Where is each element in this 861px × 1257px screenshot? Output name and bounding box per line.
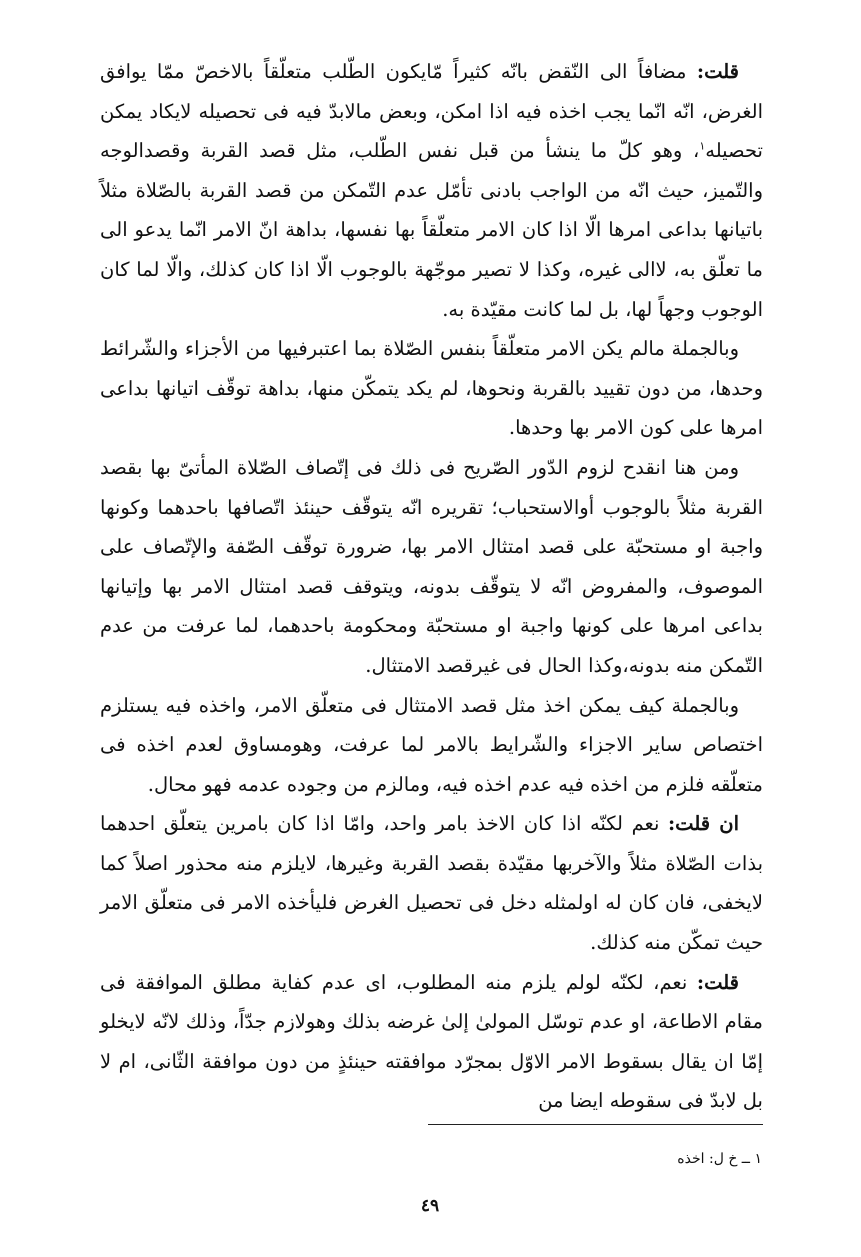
paragraph-text: ومن هنا انقدح لزوم الدّور الصّريح فى ذلك فى إتّصاف الصّلاة المأتىّ بها بقصد القربة مثلاً بالوجوب أوالاستحباب؛ تقريره انّه يتوقّف حينئذ اتّصافها باحدهما وكونها واجبة او مستحبّة على قصد امتثال الامر بها، ضرورة توقّف الصّفة والإتّصاف على الموصوف، والمفروض انّه لا يتوقّف بدونه، ويتوقف قصد امتثال الامر بها وإتيانها بداعى امرها على كونها واجبة او مستحبّة ومحكومة باحدهما، لما عرفت من عدم التّمكن منه بدونه،وكذا الحال فى غيرقصد الامتثال. [100,455,763,677]
paragraph-text: وبالجملة كيف يمكن اخذ مثل قصد الامتثال فى متعلّق الامر، واخذه فيه يستلزم اختصاص ساير الاجزاء والشّرايط بالامر لما عرفت، وهومساوق لعدم اخذه فى متعلّقه فلزم من اخذه فيه عدم اخذه فيه، ومالزم من وجوده عدمه فهو محال. [100,693,763,796]
paragraph-text-tail: ، وهو كلّ ما ينشأ من قبل نفس الطّلب، مثل قصد القربة وقصدالوجه والتّميز، حيث انّه من الواجب بادنى تأمّل عدم التّمكن من قصد القربة بالصّلاة مثلاً باتيانها بداعى امرها الّا اذا كان الامر متعلّقاً بها نفسها، بداهة انّ الامر انّما يدعو الى ما تعلّق به، لاالى غيره، وكذا لا تصير موجّهة بالوجوب الّا اذا كان كذلك، والّا لما كان الوجوب وجهاً لها، بل لما كانت مقيّدة به. [100,139,763,321]
footnote-divider [428,1124,763,1125]
body-text [100,52,763,1121]
paragraph-text: نعم لكنّه اذا كان الاخذ بامر واحد، وامّا اذا كان بامرين يتعلّق احدهما بذات الصّلاة مثلاً والآخربها مقيّدة بقصد القربة وغيرها، لايلزم منه محذور اصلاً كما لايخفى، فان كان له اولمثله دخل فى تحصيل الغرض فليأخذه الامر فى متعلّق الامر حيث تمكّن منه كذلك. [100,812,763,955]
paragraph-text: وبالجملة مالم يكن الامر متعلّقاً بنفس الصّلاة بما اعتبرفيها من الأجزاء والشّرائط وحدها، من دون تقييد بالقربة ونحوها، لم يكد يتمكّن منها، بداهة توقّف اتيانها بداعى امرها على كون الامر بها وحدها. [100,337,763,440]
paragraph-lead: قلت: [696,970,739,994]
footnote: ١ ــ خ ل: اخذه [677,1151,762,1167]
paragraph-4 [100,686,763,805]
footnote-marker[interactable]: ١ [699,139,706,153]
paragraph-6 [100,963,763,1121]
paragraph-1 [100,52,763,329]
page-number: ٤٩ [420,1196,440,1216]
paragraph-lead: قلت: [696,60,739,83]
paragraph-text: نعم، لكنّه لولم يلزم منه المطلوب، اى عدم كفاية مطلق الموافقة فى مقام الاطاعة، او عدم توسّل المولىٰ إلىٰ غرضه بذلك وهولازم جدّاً، وذلك لانّه لايخلو إمّا ان يقال بسقوط الامر الاوّل بمجرّد موافقته حينئذٍ من دون موافقة الثّانى، ام لا بل لابدّ فى سقوطه ايضا من [100,970,763,1113]
paragraph-3 [100,448,763,686]
paragraph-text: مضافاً الى النّقض بانّه كثيراً مّايكون الطّلب متعلّقاً بالاخصّ ممّا يوافق الغرض، انّه انّما يجب اخذه فيه اذا امكن، وبعض مالابدّ فيه فى تحصيله لايكاد يمكن تحصيله [100,60,763,163]
paragraph-5 [100,804,763,962]
paragraph-2 [100,329,763,448]
paragraph-lead: ان قلت: [667,812,739,836]
